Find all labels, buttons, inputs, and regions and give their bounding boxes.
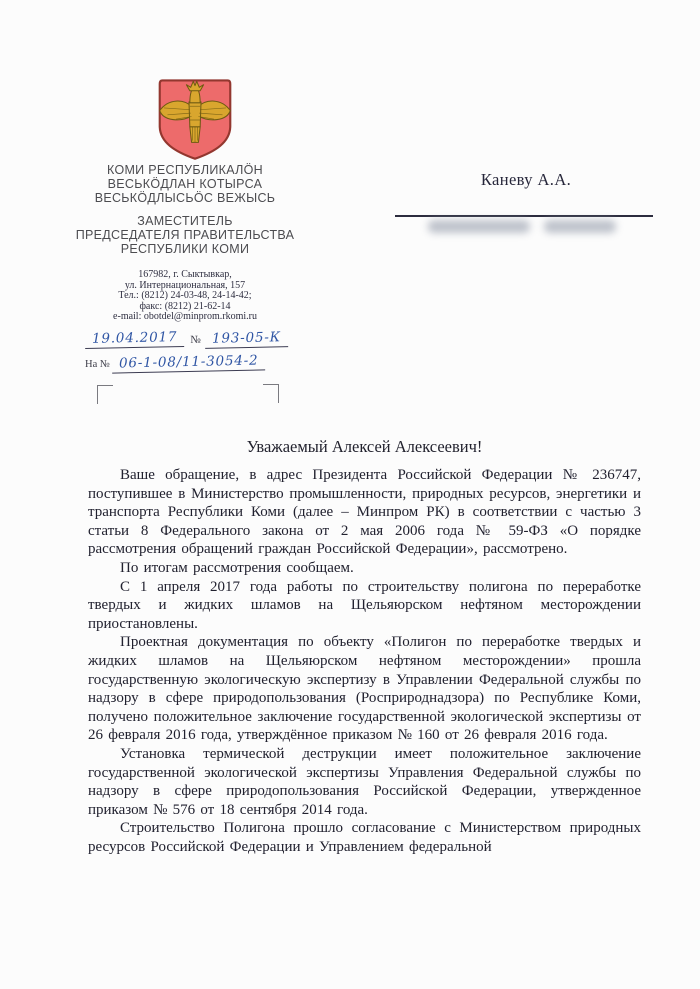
letterhead [40,163,330,323]
reply-to-label: На № [85,359,110,370]
recipient-block [395,170,657,190]
coat-of-arms-emblem [152,77,238,163]
fax-line: факс: (8212) 21-62-14 [139,300,231,312]
body-paragraph: Строительство Полигона прошло согласование с Министерством природных ресурсов Российской Федерации и Управлением федеральной [88,820,641,855]
body-paragraph: Проектная документация по объекту «Полигон по переработке твердых и жидких шламов на Щельяюрском нефтяном месторождении» прошла государственную экологическую экспертизу в Управлении Федеральной службы по надзору в сфере природопользования (Росприроднадзора) по Республике Коми, получено положительное заключение государственной экологической экспертизы от 26 февраля 2016 года, утверждённое приказом № 160 от 26 февраля 2016 года. [88,634,641,744]
outgoing-reference-row [85,330,335,348]
org-komi-line: ВЕСЬКÖДЛАН КОТЫРСА [107,177,263,191]
org-ru-line: ЗАМЕСТИТЕЛЬ [137,214,233,228]
phone-line: Тел.: (8212) 24-03-48, 24-14-42; [118,290,252,302]
org-komi-line: КОМИ РЕСПУБЛИКАЛÖН [107,163,263,177]
handwritten-date: 19.04.2017 [85,329,185,349]
redacted-text-blob [428,220,530,233]
salutation: Уважаемый Алексей Алексеевич! [246,437,483,456]
org-komi-line: ВЕСЬКÖДЛЫСЬÖС ВЕЖЫСЬ [94,191,276,205]
number-sign-label: № [190,334,201,346]
handwritten-outgoing-number: 193-05-К [205,329,288,349]
contact-info [40,270,330,323]
street-address-line: ул. Интернациональная, 157 [124,279,246,291]
redacted-address [428,220,616,233]
recipient-name: Каневу А.А. [480,170,572,189]
org-ru-line: ПРЕДСЕДАТЕЛЯ ПРАВИТЕЛЬСТВА [75,228,295,242]
recipient-underline [395,215,653,217]
org-ru-line: РЕСПУБЛИКИ КОМИ [120,242,250,256]
body-paragraph: Ваше обращение, в адрес Президента Российской Федерации № 236747, поступившее в Министерство промышленности, природных ресурсов, энергетики и транспорта Республики Коми (далее – Минпром РК) в соответствии с частью 3 статьи 8 Федерального закона от 2 мая 2006 года № 59-ФЗ «О порядке рассмотрения обращений граждан Российской Федерации», рассмотрено. [88,467,641,558]
address-corner-mark-right [263,384,279,403]
body-paragraph: Установка термической деструкции имеет положительное заключение государственной экологической экспертизы Управления Федеральной службы по надзору в сфере природопользования Российской Федерации, утвержденное приказом № 576 от 18 сентября 2014 года. [88,745,641,818]
email-line: e-mail: obotdel@minprom.rkomi.ru [113,311,257,323]
reference-block [85,330,335,378]
body-paragraph: С 1 апреля 2017 года работы по строительству полигона по переработке твердых и жидких шламов на Щельяюрском нефтяном месторождении приостановлены. [88,578,641,632]
org-name-komi [40,163,330,205]
komi-coat-of-arms-icon [152,77,238,163]
letter-body [88,466,641,856]
incoming-reference-row [85,354,335,372]
address-corner-mark-left [97,385,113,404]
org-name-russian [40,214,330,256]
body-paragraph: По итогам рассмотрения сообщаем. [120,559,354,576]
redacted-text-blob [544,220,616,233]
postal-address-line: 167982, г. Сыктывкар, [138,269,232,280]
handwritten-incoming-number: 06-1-08/11-3054-2 [112,352,266,373]
